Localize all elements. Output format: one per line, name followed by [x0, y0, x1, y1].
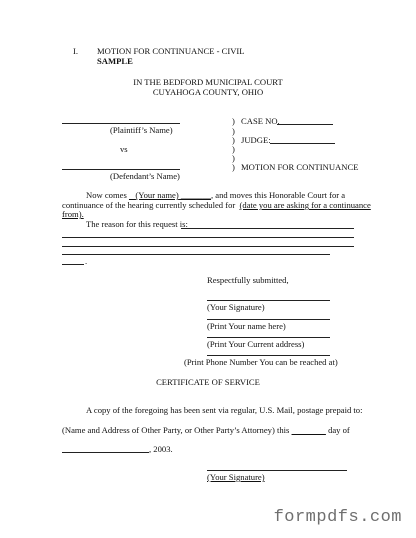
caption-brace: ) — [232, 153, 235, 163]
respectfully-submitted: Respectfully submitted, — [207, 275, 289, 285]
case-no-label: CASE NO. — [241, 116, 280, 126]
case-no-line[interactable] — [277, 124, 333, 125]
reason-line[interactable] — [181, 228, 354, 229]
certificate-title: CERTIFICATE OF SERVICE — [156, 377, 260, 387]
watermark-logo: formpdfs.com — [273, 507, 402, 527]
address-line[interactable] — [207, 337, 330, 338]
section-numeral: I. — [73, 46, 79, 56]
motion-label: MOTION FOR CONTINUANCE — [241, 162, 359, 172]
plaintiff-label: (Plaintiff’s Name) — [110, 125, 173, 135]
phone-line[interactable] — [207, 355, 330, 356]
certificate-line-1: A copy of the foregoing has been sent via regular, U.S. Mail, postage prepaid to: — [86, 405, 363, 415]
hearing-date-field-cont[interactable]: from). — [62, 209, 84, 219]
caption-brace: ) — [232, 162, 235, 172]
print-address-label: (Print Your Current address) — [207, 339, 305, 349]
caption-brace: ) — [232, 144, 235, 154]
reason-line[interactable] — [62, 254, 330, 255]
defendant-name-line[interactable] — [62, 169, 180, 170]
caption-brace: ) — [232, 135, 235, 145]
reason-label: The reason for this request is: — [86, 219, 188, 229]
signature-line[interactable] — [207, 300, 330, 301]
versus-label: vs — [120, 144, 128, 154]
month-line[interactable] — [62, 452, 149, 453]
body-line-2 — [62, 200, 371, 211]
print-name-label: (Print Your name here) — [207, 321, 286, 331]
moves-court-text: , and moves this Honorable Court for a — [210, 190, 346, 200]
day-blank[interactable] — [292, 425, 326, 435]
defendant-label: (Defendant’s Name) — [110, 171, 180, 181]
court-name: IN THE BEDFORD MUNICIPAL COURT — [133, 77, 283, 87]
reason-end-period: . — [85, 256, 88, 266]
your-signature-label: (Your Signature) — [207, 302, 265, 312]
other-party-text: (Name and Address of Other Party, or Other Party’s Attorney) this — [62, 425, 290, 435]
reason-line[interactable] — [62, 246, 354, 247]
continuance-text: continuance of the hearing currently scheduled for — [62, 200, 236, 210]
print-phone-label: (Print Phone Number You can be reached at) — [184, 357, 338, 367]
caption-brace: ) — [232, 116, 235, 126]
caption-brace: ) — [232, 126, 235, 136]
judge-line[interactable] — [270, 143, 335, 144]
certificate-signature-line[interactable] — [207, 470, 347, 471]
form-title: MOTION FOR CONTINUANCE - CIVIL — [97, 46, 245, 56]
sample-label: SAMPLE — [97, 56, 133, 66]
plaintiff-name-line[interactable] — [62, 123, 180, 124]
now-comes-text: Now comes — [86, 190, 127, 200]
certificate-signature-label: (Your Signature) — [207, 472, 265, 482]
reason-line[interactable] — [62, 237, 354, 238]
certificate-line-2 — [62, 425, 350, 436]
hearing-date-field[interactable]: (date you are asking for a continuance — [239, 200, 371, 210]
judge-label: JUDGE: — [241, 135, 271, 145]
your-name-field[interactable]: (Your name) _______ — [135, 190, 211, 200]
year-text: , 2003. — [149, 444, 173, 454]
court-county: CUYAHOGA COUNTY, OHIO — [152, 87, 264, 97]
print-name-line[interactable] — [207, 319, 330, 320]
your-name-placeholder: (Your name) — [135, 190, 179, 200]
day-of-text: day of — [328, 425, 350, 435]
reason-line[interactable] — [62, 264, 84, 265]
